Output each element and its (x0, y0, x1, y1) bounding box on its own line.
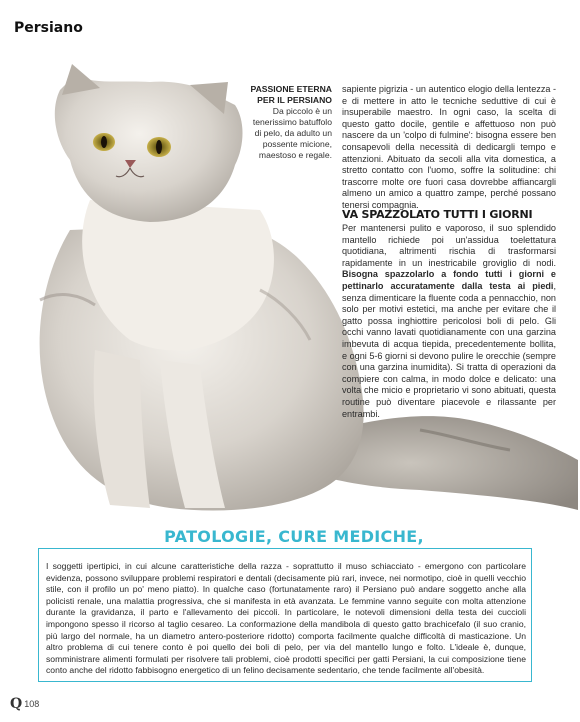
paragraph-2-start: Per mantenersi pulito e vaporoso, il suo splendido mantello richiede poi un'assidua toelettatura quotidiana, altrimenti rischia di trasformarsi rapidamente in un inestricabile groviglio di nodi. (342, 223, 556, 268)
caption-heading-line1: PASSIONE ETERNA (250, 84, 332, 94)
magazine-logo: Q (10, 696, 23, 712)
info-box-text: I soggetti ipertipici, in cui alcune caratteristiche della razza - soprattutto il muso schiacciato - emergono con particolare evidenza, possono sviluppare problemi respiratori e dentali (decisamente più rari, invece, nei normotipo, cioè in quelli vecchio stile, con il profilo un po' meno piatto). In qualche caso (fortunatamente raro) il Persiano può andare soggetto anche alla policisti renale, una malattia progressiva, che si manifesta in età avanzata. Le femmine vanno seguite con molta attenzione durante la gravidanza, il parto e l'allevamento dei piccoli. In particolare, le notevoli dimensioni della testa dei cuccioli impongono spesso il ricorso al taglio cesareo. La conformazione della mandibola di questo gatto brachicefalo (il suo cranio, più largo del normale, ha un diametro antero-posteriore ridotto) comporta facilmente qualche difficoltà di masticazione. Un altro problema di cui tenere conto è poi quello dei boli di pelo, per via del mantello lungo e folto. L'ideale è, dunque, somministrare alimenti formulati per risolvere tali problemi, cioè prodotti specifici per gatti Persiani, la cui composizione tiene conto anche del ridotto fabbisogno energetico di un felino decisamente sedentario, che tende facilmente all'obesità. (46, 561, 526, 676)
photo-caption (244, 84, 332, 161)
page-number: 108 (24, 699, 40, 709)
page-footer (10, 696, 39, 712)
box-title: PATOLOGIE, CURE MEDICHE, (164, 527, 424, 546)
paragraph-2-bold: Bisogna spazzolarlo a fondo tutti i giorni e pettinarlo accuratamente dalla testa ai piedi (342, 269, 556, 291)
article-paragraph-1: sapiente pigrizia - un autentico elogio della lentezza - e di metterе in atto le tecniche seduttive di cui è insuperabile maestro. In ogni caso, la scelta di questo gatto docile, gentile e affettuoso non può nascere da un 'colpo di fulmine': bisogna essere ben consapevoli della necessità di dedicargli tempo e attenzioni. Abituato da secoli alla vita domestica, a stretto contatto con l'uomo, soffre la solitudine: chi trascorre molte ore fuori casa dovrebbe affiancargli almeno un amico a quattro zampe, perché possano tenersi compagnia. (342, 84, 556, 210)
caption-heading-line2: PER IL PERSIANO (257, 95, 332, 105)
section-title: Persiano (14, 20, 83, 36)
article-paragraph-2 (342, 223, 556, 420)
paragraph-2-end: , senza dimenticare la fluente coda a pennacchio, non solo per motivi estetici, ma anche per evitare che il gatto possa inghiottire pericolosi boli di pelo. Gli occhi vanno lavati quotidianamente con una garzina imbevuta di acqua tiepida, precedentemente bollita, e ogni 5-6 giorni si devono pulire le orecchie (sempre con una garzina inumidita). Si tratta di operazioni da compiere con calma, in modo dolce e delicato: una volta che micio e proprietario vi sono abituati, questa routine può diventare piacevole e rilassante per entrambi. (342, 280, 556, 419)
article-subheading: VA SPAZZOLATO TUTTI I GIORNI (342, 208, 533, 221)
caption-body: Da piccolo è un tenerissimo batuffolo di pelo, da adulto un possente micione, maestoso e regale. (252, 106, 332, 160)
